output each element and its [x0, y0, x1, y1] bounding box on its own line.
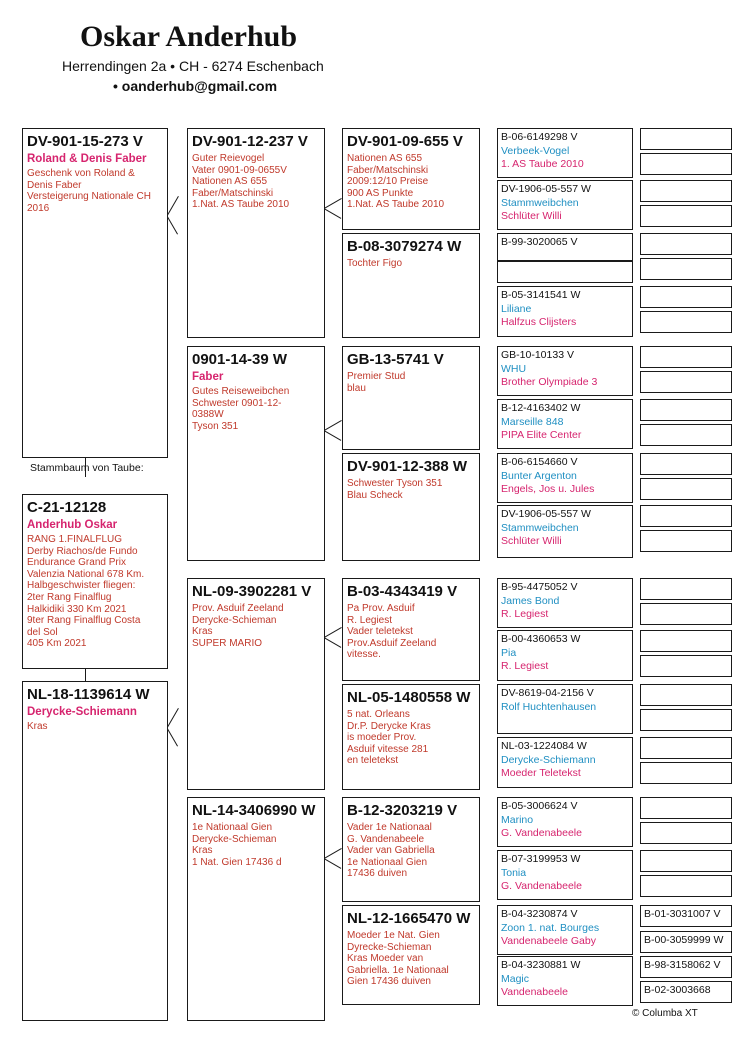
- gen4-card: [497, 399, 633, 449]
- ring-number: B-99-3020065 V: [501, 236, 578, 248]
- connector: [167, 708, 179, 728]
- connector: [85, 668, 86, 682]
- grandsire-maternal-card: [187, 578, 325, 790]
- gen5-card: [640, 905, 732, 927]
- ring-number: 0901-14-39 W: [192, 351, 288, 368]
- ring-number: B-00-4360653 W: [501, 633, 581, 645]
- gen5-empty-box: [640, 311, 732, 333]
- subject-card: [22, 494, 168, 669]
- ring-number: B-98-3158062 V: [644, 959, 721, 971]
- ring-number: NL-12-1665470 W: [347, 910, 471, 927]
- ring-number: B-03-4343419 V: [347, 583, 458, 600]
- gen5-card: [640, 956, 732, 978]
- pigeon-breeder: Halfzus Clijsters: [501, 316, 577, 328]
- gen3-card-8: [342, 905, 480, 1005]
- pigeon-name: Liliane: [501, 303, 532, 315]
- gen4-card: [497, 180, 633, 230]
- pigeon-name: Zoon 1. nat. Bourges: [501, 922, 600, 934]
- gen5-empty-box: [640, 286, 732, 308]
- pigeon-breeder: R. Legiest: [501, 660, 549, 672]
- gen5-empty-box: [640, 762, 732, 784]
- gen4-card: [497, 956, 633, 1006]
- gen5-empty-box: [640, 346, 732, 368]
- pigeon-name: Marseille 848: [501, 416, 564, 428]
- gen4-card: [497, 453, 633, 503]
- gen5-empty-box: [640, 153, 732, 175]
- ring-number: GB-10-10133 V: [501, 349, 574, 361]
- gen5-empty-box: [640, 530, 732, 552]
- subject-ring: C-21-12128: [27, 499, 107, 516]
- mother-notes: Kras: [27, 721, 48, 732]
- gen5-empty-box: [640, 603, 732, 625]
- ring-number: NL-05-1480558 W: [347, 689, 471, 706]
- pigeon-notes: Pa Prov. Asduif R. Legiest Vader teletekst Prov.Asduif Zeeland vitesse.: [347, 603, 437, 661]
- gen3-card-6: [342, 684, 480, 790]
- ring-number: B-05-3006624 V: [501, 800, 578, 812]
- gen3-card-7: [342, 797, 480, 902]
- gen4-card: [497, 737, 633, 788]
- pigeon-name: Bunter Argenton: [501, 470, 577, 482]
- ring-number: B-02-3003668: [644, 984, 711, 996]
- ring-number: NL-14-3406990 W: [192, 802, 316, 819]
- gen3-card-5: [342, 578, 480, 681]
- gen5-empty-box: [640, 797, 732, 819]
- father-card: [22, 128, 168, 458]
- connector: [323, 208, 341, 219]
- gen5-empty-box: [640, 258, 732, 280]
- ring-number: B-12-4163402 W: [501, 402, 581, 414]
- gen4-card: [497, 630, 633, 681]
- gen5-empty-box: [640, 478, 732, 500]
- pigeon-breeder: Vandenabeele: [501, 986, 568, 998]
- ring-number: DV-1906-05-557 W: [501, 508, 591, 520]
- pigeon-notes: Vader 1e Nationaal G. Vandenabeele Vader van Gabriella 1e Nationaal Gien 17436 duiven: [347, 822, 435, 880]
- gen4-card: [497, 578, 633, 628]
- gen4-card: [497, 505, 633, 558]
- pigeon-breeder: Schlüter Willi: [501, 210, 562, 222]
- granddam-maternal-card: [187, 797, 325, 1021]
- gen5-empty-box: [640, 453, 732, 475]
- ring-number: B-06-6154660 V: [501, 456, 578, 468]
- connector: [324, 627, 342, 638]
- connector: [324, 420, 342, 431]
- grandsire-paternal-card: [187, 128, 325, 338]
- gen5-empty-box: [640, 371, 732, 393]
- ring-number: B-12-3203219 V: [347, 802, 458, 819]
- pigeon-breeder: Faber: [192, 371, 224, 383]
- pigeon-name: Marino: [501, 814, 534, 826]
- pigeon-breeder: Brother Olympiade 3: [501, 376, 598, 388]
- gen3-card-2: [342, 233, 480, 338]
- pigeon-name: Verbeek-Vogel: [501, 145, 570, 157]
- gen4-card: [497, 128, 633, 178]
- pigeon-breeder: Schlüter Willi: [501, 535, 562, 547]
- pigeon-notes: Premier Stud blau: [347, 371, 406, 394]
- gen4-card: [497, 905, 633, 955]
- pigeon-notes: Nationen AS 655 Faber/Matschinski 2009:12/10 Preise 900 AS Punkte 1.Nat. AS Taube 2010: [347, 153, 445, 211]
- pigeon-breeder: Engels, Jos u. Jules: [501, 483, 595, 495]
- ring-number: B-04-3230874 V: [501, 908, 578, 920]
- subject-owner: Anderhub Oskar: [27, 519, 118, 531]
- gen3-card-1: [342, 128, 480, 230]
- breeder-name: Oskar Anderhub: [80, 20, 298, 53]
- gen3-card-4: [342, 453, 480, 561]
- ring-number: DV-1906-05-557 W: [501, 183, 591, 195]
- pigeon-name: Magic: [501, 973, 530, 985]
- pigeon-name: Pia: [501, 647, 517, 659]
- gen5-empty-box: [640, 424, 732, 446]
- mother-card: [22, 681, 168, 1021]
- breeder-email: • oanderhub@gmail.com: [113, 78, 278, 94]
- gen4-card: [497, 797, 633, 847]
- ring-number: NL-09-3902281 V: [192, 583, 312, 600]
- ring-number: B-07-3199953 W: [501, 853, 581, 865]
- gen5-empty-box: [640, 399, 732, 421]
- pigeon-notes: Schwester Tyson 351 Blau Scheck: [347, 478, 443, 501]
- gen5-empty-box: [640, 578, 732, 600]
- ring-number: DV-901-09-655 V: [347, 133, 463, 150]
- divider: [498, 260, 632, 262]
- gen5-empty-box: [640, 505, 732, 527]
- ring-number: NL-03-1224084 W: [501, 740, 587, 752]
- pigeon-name: Stammweibchen: [501, 197, 579, 209]
- gen5-card: [640, 981, 732, 1003]
- breeder-address: Herrendingen 2a • CH - 6274 Eschenbach: [62, 58, 324, 74]
- gen5-empty-box: [640, 180, 732, 202]
- gen5-empty-box: [640, 875, 732, 897]
- ring-number: B-05-3141541 W: [501, 289, 581, 301]
- ring-number: DV-901-12-237 V: [192, 133, 308, 150]
- pigeon-breeder: Moeder Teletekst: [501, 767, 581, 779]
- gen5-empty-box: [640, 737, 732, 759]
- pigeon-breeder: 1. AS Taube 2010: [501, 158, 584, 170]
- mother-ring: NL-18-1139614 W: [27, 686, 150, 703]
- pigeon-breeder: G. Vandenabeele: [501, 827, 582, 839]
- gen5-empty-box: [640, 128, 732, 150]
- ring-number: B-04-3230881 W: [501, 959, 581, 971]
- mother-breeder: Derycke-Schiemann: [27, 706, 137, 718]
- connector: [167, 196, 179, 216]
- pigeon-name: WHU: [501, 363, 527, 375]
- gen5-empty-box: [640, 205, 732, 227]
- pigeon-name: Tonia: [501, 867, 527, 879]
- pigeon-breeder: PIPA Elite Center: [501, 429, 582, 441]
- gen4-card: [497, 850, 633, 900]
- pigeon-notes: Prov. Asduif Zeeland Derycke-Schieman Kras SUPER MARIO: [192, 603, 284, 649]
- pigeon-breeder: R. Legiest: [501, 608, 549, 620]
- copyright-text: © Columba XT: [632, 1008, 698, 1019]
- gen5-empty-box: [640, 850, 732, 872]
- gen5-card: [640, 931, 732, 953]
- pigeon-notes: 1e Nationaal Gien Derycke-Schieman Kras 1 Nat. Gien 17436 d: [192, 822, 282, 868]
- subject-notes: RANG 1.FINALFLUG Derby Riachos/de Fundo Endurance Grand Prix Valenzia National 678 Km. Halbgeschwister fliegen: 2ter Rang Finalflug Halkidiki 330 Km 2021 9ter Rang Finalflug Costa del Sol 405 Km 2021: [27, 534, 145, 650]
- gen5-empty-box: [640, 684, 732, 706]
- pigeon-name: Stammweibchen: [501, 522, 579, 534]
- father-ring: DV-901-15-273 V: [27, 133, 143, 150]
- father-notes: Geschenk von Roland & Denis Faber Versteigerung Nationale CH 2016: [27, 168, 151, 214]
- gen5-empty-box: [640, 655, 732, 677]
- pigeon-name: James Bond: [501, 595, 560, 607]
- gen4-card: [497, 684, 633, 734]
- pigeon-notes: Tochter Figo: [347, 258, 403, 269]
- ring-number: DV-8619-04-2156 V: [501, 687, 594, 699]
- ring-number: B-01-3031007 V: [644, 908, 721, 920]
- connector: [324, 848, 342, 859]
- connector: [323, 637, 341, 648]
- pigeon-notes: 5 nat. Orleans Dr.P. Derycke Kras is moeder Prov. Asduif vitesse 281 en teletekst: [347, 709, 431, 767]
- connector: [324, 198, 342, 209]
- gen5-empty-box: [640, 822, 732, 844]
- gen5-empty-box: [640, 630, 732, 652]
- ring-number: GB-13-5741 V: [347, 351, 444, 368]
- connector: [323, 858, 341, 869]
- ring-number: B-06-6149298 V: [501, 131, 578, 143]
- stammbaum-label: Stammbaum von Taube:: [30, 462, 144, 474]
- ring-number: B-00-3059999 W: [644, 934, 724, 946]
- granddam-paternal-card: [187, 346, 325, 561]
- pigeon-notes: Guter Reievogel Vater 0901-09-0655V Nationen AS 655 Faber/Matschinski 1.Nat. AS Taube 2010: [192, 153, 290, 211]
- pigeon-breeder: G. Vandenabeele: [501, 880, 582, 892]
- pigeon-name: Rolf Huchtenhausen: [501, 701, 597, 713]
- pigeon-notes: Gutes Reiseweibchen Schwester 0901-12- 0388W Tyson 351: [192, 386, 290, 432]
- pigeon-notes: Moeder 1e Nat. Gien Dyrecke-Schieman Kras Moeder van Gabriella. 1e Nationaal Gien 17436 duiven: [347, 930, 449, 988]
- gen5-empty-box: [640, 233, 732, 255]
- ring-number: B-95-4475052 V: [501, 581, 578, 593]
- ring-number: DV-901-12-388 W: [347, 458, 468, 475]
- gen5-empty-box: [640, 709, 732, 731]
- gen4-card: [497, 233, 633, 283]
- father-breeder: Roland & Denis Faber: [27, 153, 147, 165]
- connector: [323, 430, 341, 441]
- gen4-card: [497, 346, 633, 396]
- gen3-card-3: [342, 346, 480, 450]
- gen4-card: [497, 286, 633, 337]
- pigeon-breeder: Vandenabeele Gaby: [501, 935, 596, 947]
- pigeon-name: Derycke-Schiemann: [501, 754, 596, 766]
- ring-number: B-08-3079274 W: [347, 238, 462, 255]
